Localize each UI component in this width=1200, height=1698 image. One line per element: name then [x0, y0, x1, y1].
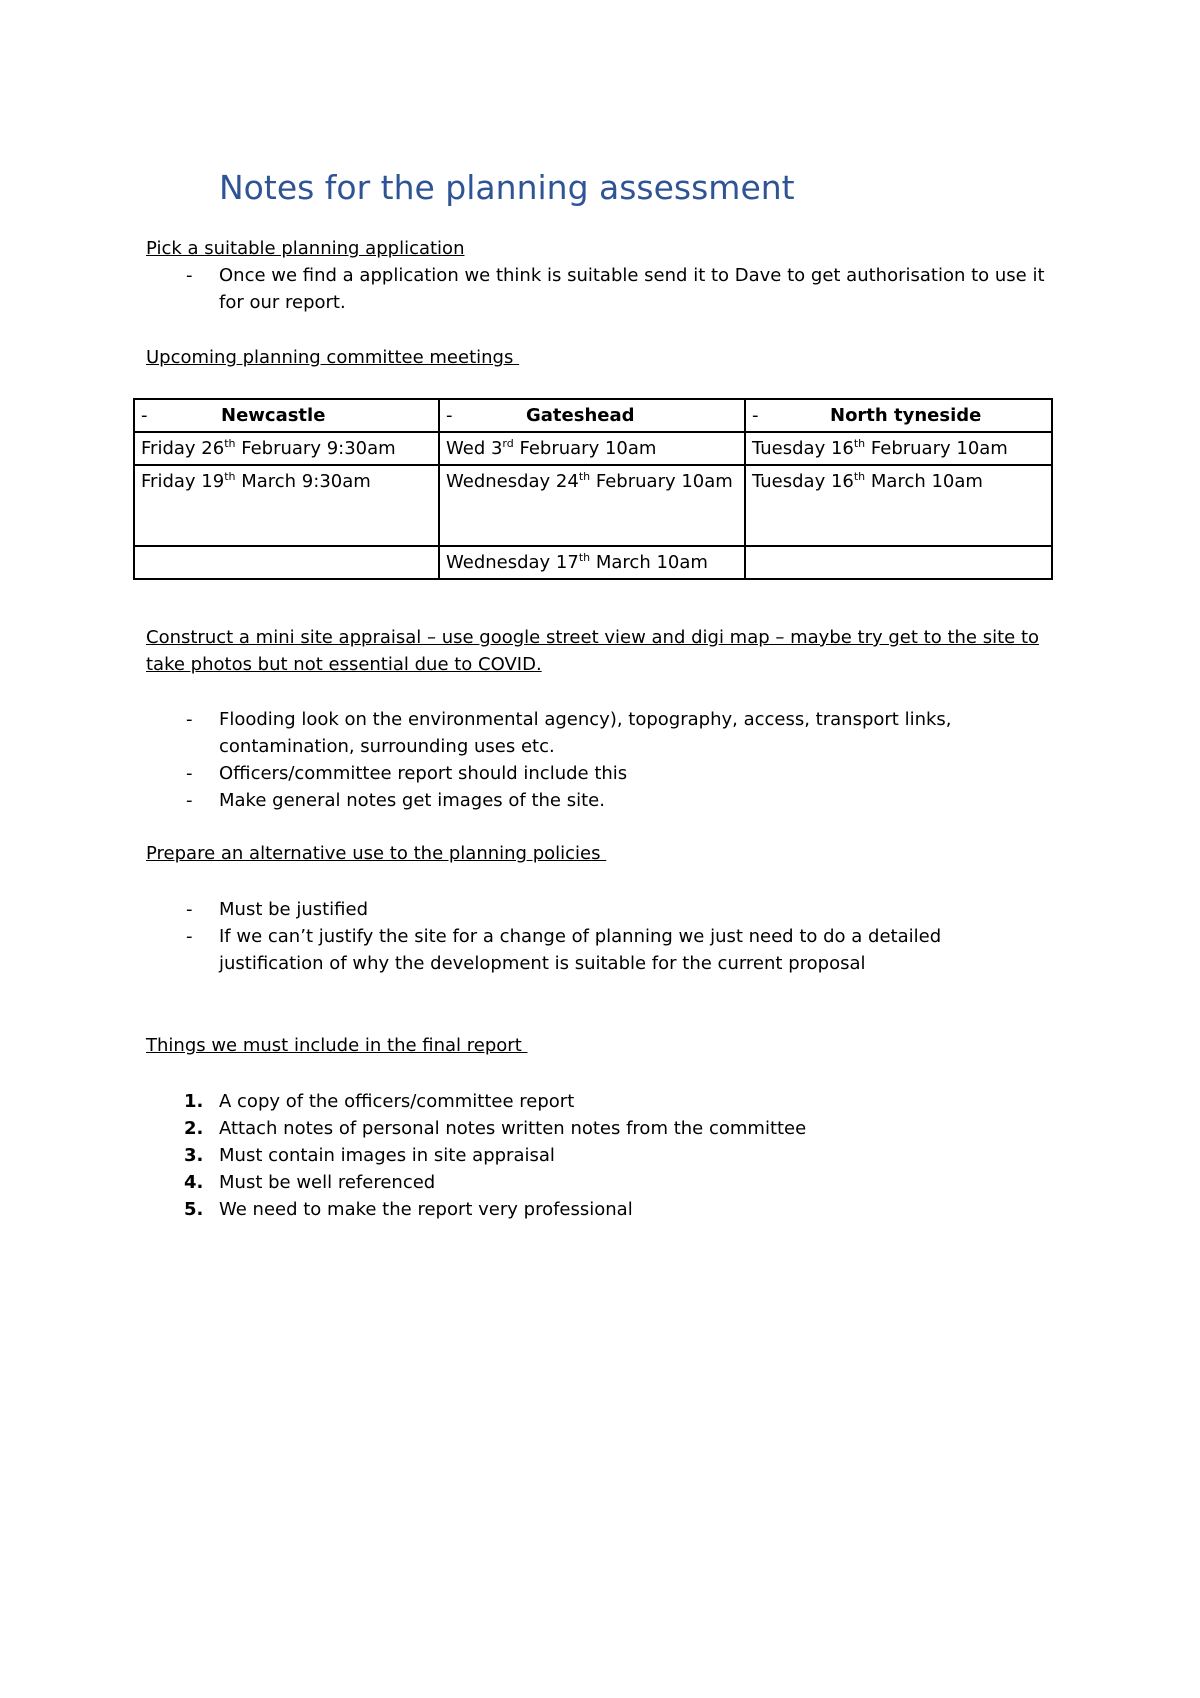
section-heading-final-report: Things we must include in the final report [146, 1035, 528, 1056]
page-title: Notes for the planning assessment [219, 168, 795, 207]
document-page: Notes for the planning assessment Pick a suitable planning application - Once we find a application we think is suitable send it to Dave to get authorisation to use it for our report. Upcoming planning committee meetings - Newcastle - Gateshead - North tyneside Friday 26th February 9:30am Wed 3rd February 10am Tuesday 16th February 10am Friday 19th March 9:30am Wednesday 24th February 10am Tuesday 16th March 10am Wednesday 17th March 10am Construct a mini site appraisal – use google street view and digi map – maybe try get to the site to take photos but not essential due to COVID. - Flooding look on the environmental agency), topography, access, transport links, contamination, surrounding uses etc. - Officers/committee report should include this - Make general notes get images of the site. Prepare an alternative use to the planning policies - Must be justified - If we can’t justify the site for a change of planning we just need to do a detailed justification of why the development is suitable for the current proposal Things we must include in the final report 1. A copy of the officers/committee report 2. Attach notes of personal notes written notes from the committee 3. Must contain images in site appraisal 4. Must be well referenced 5. We need to make the report very professional [0, 0, 1200, 1698]
table-header-north-tyneside: - North tyneside [745, 399, 1052, 432]
table-cell [745, 546, 1052, 579]
section-heading-committee-meetings: Upcoming planning committee meetings [146, 347, 520, 368]
table-cell: Tuesday 16th March 10am [745, 465, 1052, 546]
bullet-marker: - [186, 790, 193, 811]
bullet-marker: - [186, 265, 193, 286]
table-row [134, 432, 1052, 465]
bullet-marker: - [186, 763, 193, 784]
bullet-marker: - [186, 899, 193, 920]
meetings-table [133, 398, 1053, 580]
table-row [134, 546, 1052, 579]
section-heading-pick-application: Pick a suitable planning application [146, 238, 465, 259]
section-heading-alternative-use: Prepare an alternative use to the planning policies [146, 843, 607, 864]
table-cell: Tuesday 16th February 10am [745, 432, 1052, 465]
table-header-row [134, 399, 1052, 432]
table-header-newcastle: - Newcastle [134, 399, 439, 432]
table-cell [134, 546, 439, 579]
table-cell: Wed 3rd February 10am [439, 432, 745, 465]
section-heading-site-appraisal: Construct a mini site appraisal – use google street view and digi map – maybe try get to the site to take photos but not essential due to COVID. [146, 627, 1040, 675]
bullet-marker: - [186, 926, 193, 947]
table-cell: Wednesday 17th March 10am [439, 546, 745, 579]
table-cell: Friday 26th February 9:30am [134, 432, 439, 465]
table-cell: Friday 19th March 9:30am [134, 465, 439, 546]
table-header-gateshead: - Gateshead [439, 399, 745, 432]
bullet-marker: - [186, 709, 193, 730]
table-cell: Wednesday 24th February 10am [439, 465, 745, 546]
table-row [134, 465, 1052, 546]
